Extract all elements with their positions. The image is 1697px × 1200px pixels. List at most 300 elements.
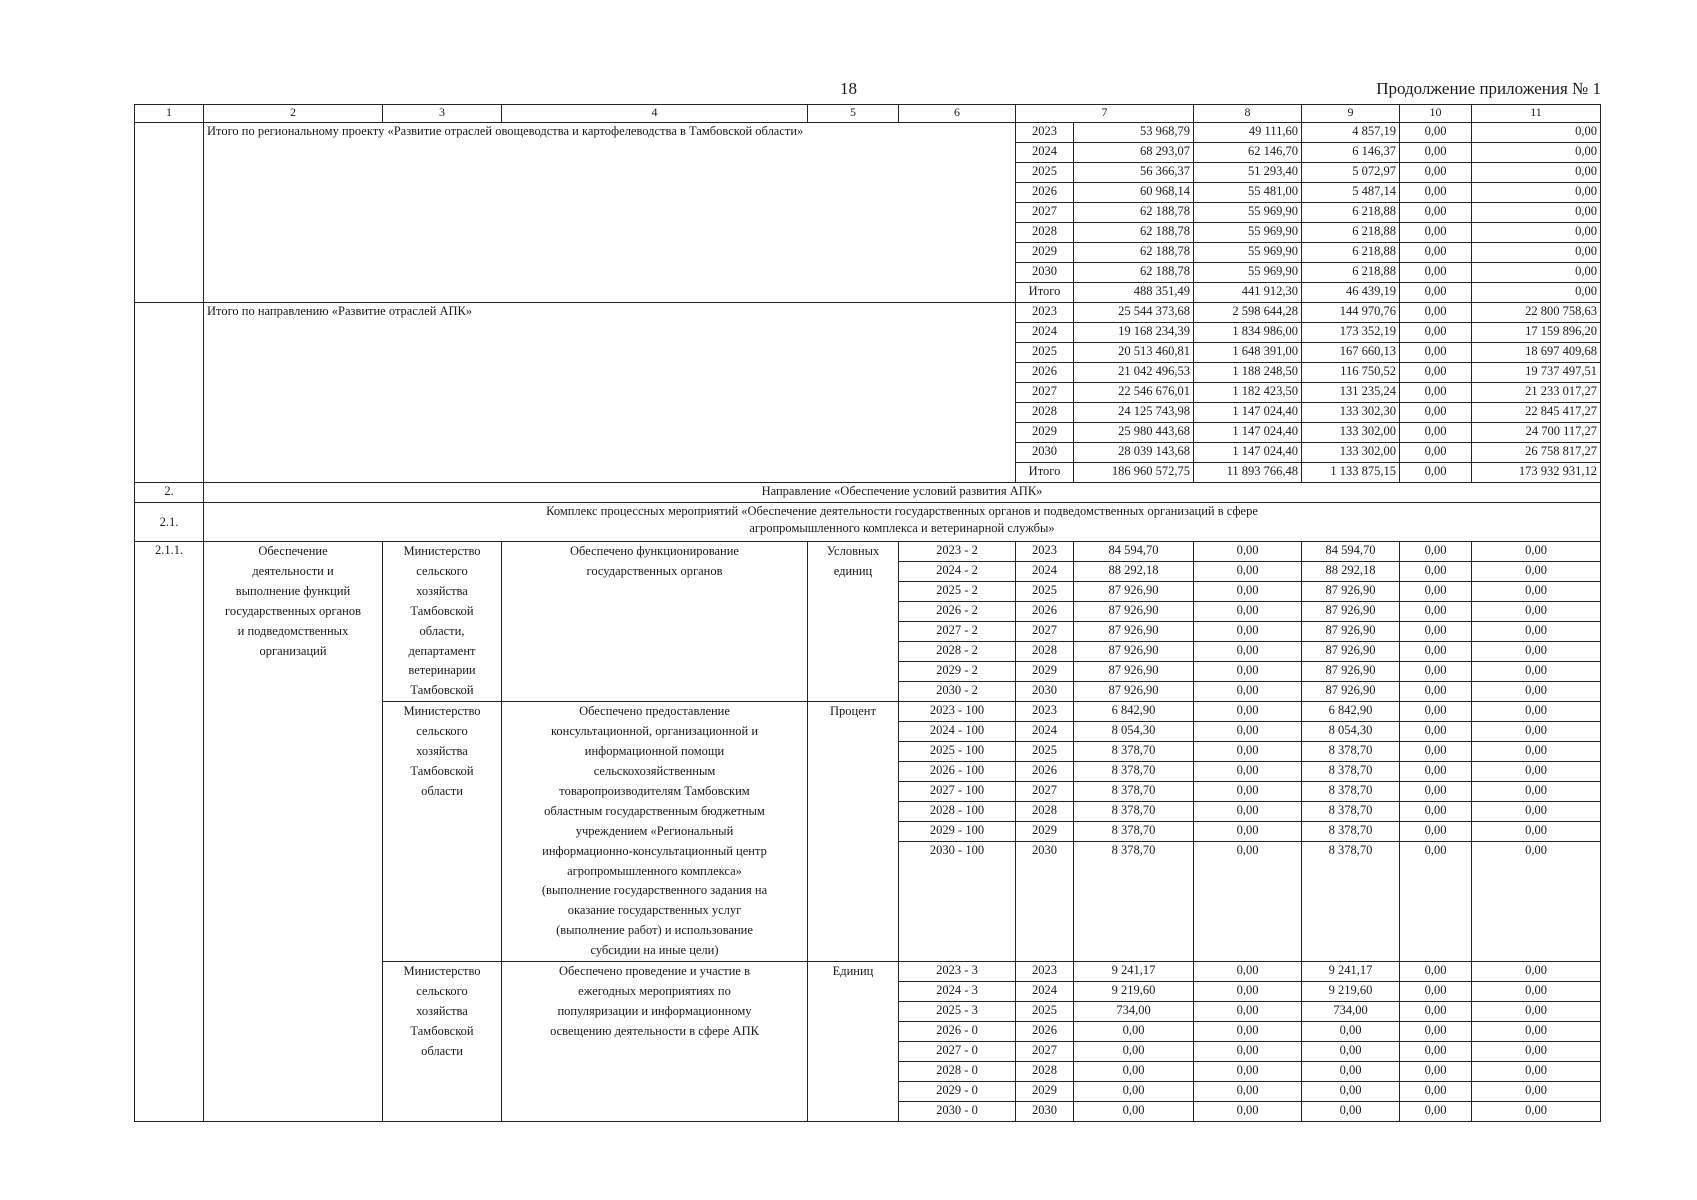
empty-cell bbox=[135, 123, 204, 303]
year-cell: 2026 bbox=[1016, 1022, 1074, 1042]
item-name-line: выполнение функций bbox=[235, 583, 351, 598]
unit-cell bbox=[808, 962, 899, 1122]
result-line: государственных органов bbox=[586, 563, 723, 578]
amount-cell: 87 926,90 bbox=[1074, 602, 1194, 622]
target-cell: 2029 - 100 bbox=[899, 822, 1016, 842]
amount-cell: 0,00 bbox=[1302, 1062, 1400, 1082]
amount-cell: 0,00 bbox=[1194, 602, 1302, 622]
year-cell: 2030 bbox=[1016, 443, 1074, 463]
target-cell: 2029 - 2 bbox=[899, 662, 1016, 682]
section-number: 2. bbox=[135, 483, 204, 503]
amount-cell: 0,00 bbox=[1472, 962, 1601, 982]
executor-line: Министерство bbox=[403, 964, 481, 979]
amount-cell: 4 857,19 bbox=[1302, 123, 1400, 143]
amount-cell: 8 378,70 bbox=[1302, 762, 1400, 782]
amount-cell: 0,00 bbox=[1400, 662, 1472, 682]
amount-cell: 46 439,19 bbox=[1302, 283, 1400, 303]
amount-cell: 55 969,90 bbox=[1194, 223, 1302, 243]
amount-cell: 84 594,70 bbox=[1302, 542, 1400, 562]
amount-cell: 5 487,14 bbox=[1302, 183, 1400, 203]
executor-line: департамент bbox=[408, 643, 476, 658]
amount-cell: 53 968,79 bbox=[1074, 123, 1194, 143]
executor-cell bbox=[383, 542, 502, 702]
amount-cell: 5 072,97 bbox=[1302, 163, 1400, 183]
amount-cell: 49 111,60 bbox=[1194, 123, 1302, 143]
amount-cell: 0,00 bbox=[1472, 263, 1601, 283]
executor-line: Тамбовской bbox=[410, 603, 474, 618]
amount-cell: 0,00 bbox=[1194, 722, 1302, 742]
amount-cell: 8 378,70 bbox=[1302, 782, 1400, 802]
target-cell: 2028 - 2 bbox=[899, 642, 1016, 662]
result-line: субсидии на иные цели) bbox=[590, 943, 719, 958]
amount-cell: 0,00 bbox=[1400, 602, 1472, 622]
amount-cell: 55 969,90 bbox=[1194, 263, 1302, 283]
amount-cell: 0,00 bbox=[1472, 622, 1601, 642]
result-line: областным государственным бюджетным bbox=[544, 803, 765, 818]
amount-cell: 1 147 024,40 bbox=[1194, 423, 1302, 443]
amount-cell: 55 481,00 bbox=[1194, 183, 1302, 203]
amount-cell: 0,00 bbox=[1400, 642, 1472, 662]
item-name bbox=[204, 542, 383, 1122]
amount-cell: 0,00 bbox=[1472, 283, 1601, 303]
amount-cell: 87 926,90 bbox=[1302, 662, 1400, 682]
executor-line: Тамбовской bbox=[410, 1023, 474, 1038]
subsection-number: 2.1. bbox=[135, 503, 204, 542]
amount-cell: 734,00 bbox=[1302, 1002, 1400, 1022]
amount-cell: 6 842,90 bbox=[1074, 702, 1194, 722]
amount-cell: 0,00 bbox=[1400, 183, 1472, 203]
amount-cell: 87 926,90 bbox=[1074, 622, 1194, 642]
result-line: (выполнение государственного задания на bbox=[541, 883, 768, 898]
target-cell: 2024 - 3 bbox=[899, 982, 1016, 1002]
year-cell: 2029 bbox=[1016, 822, 1074, 842]
target-cell: 2023 - 3 bbox=[899, 962, 1016, 982]
amount-cell: 0,00 bbox=[1400, 982, 1472, 1002]
subsection-title bbox=[204, 503, 1601, 542]
result-cell bbox=[502, 702, 808, 962]
amount-cell: 0,00 bbox=[1074, 1062, 1194, 1082]
column-header: 5 bbox=[808, 105, 899, 123]
amount-cell: 62 188,78 bbox=[1074, 263, 1194, 283]
amount-cell: 0,00 bbox=[1400, 223, 1472, 243]
amount-cell: 8 054,30 bbox=[1074, 722, 1194, 742]
amount-cell: 87 926,90 bbox=[1074, 662, 1194, 682]
amount-cell: 0,00 bbox=[1472, 1002, 1601, 1022]
amount-cell: 25 980 443,68 bbox=[1074, 423, 1194, 443]
amount-cell: 88 292,18 bbox=[1074, 562, 1194, 582]
amount-cell: 21 042 496,53 bbox=[1074, 363, 1194, 383]
amount-cell: 25 544 373,68 bbox=[1074, 303, 1194, 323]
amount-cell: 0,00 bbox=[1472, 223, 1601, 243]
amount-cell: 22 845 417,27 bbox=[1472, 403, 1601, 423]
year-cell: 2025 bbox=[1016, 163, 1074, 183]
amount-cell: 1 648 391,00 bbox=[1194, 343, 1302, 363]
subsection-title-line: агропромышленного комплекса и ветеринарной службы» bbox=[749, 521, 1055, 535]
result-line: Обеспечено предоставление bbox=[579, 704, 730, 719]
amount-cell: 0,00 bbox=[1400, 562, 1472, 582]
result-line: учреждением «Региональный bbox=[575, 823, 734, 838]
executor-line: Тамбовской bbox=[410, 763, 474, 778]
year-cell: 2027 bbox=[1016, 1042, 1074, 1062]
amount-cell: 0,00 bbox=[1472, 582, 1601, 602]
target-cell: 2028 - 100 bbox=[899, 802, 1016, 822]
amount-cell: 0,00 bbox=[1302, 1022, 1400, 1042]
year-cell: 2023 bbox=[1016, 702, 1074, 722]
amount-cell: 8 378,70 bbox=[1302, 802, 1400, 822]
year-cell: 2027 bbox=[1016, 782, 1074, 802]
amount-cell: 60 968,14 bbox=[1074, 183, 1194, 203]
amount-cell: 0,00 bbox=[1400, 163, 1472, 183]
column-header: 3 bbox=[383, 105, 502, 123]
amount-cell: 0,00 bbox=[1400, 303, 1472, 323]
item-name-line: деятельности и bbox=[252, 563, 334, 578]
amount-cell: 8 378,70 bbox=[1074, 822, 1194, 842]
amount-cell: 0,00 bbox=[1472, 562, 1601, 582]
column-header: 1 bbox=[135, 105, 204, 123]
amount-cell: 0,00 bbox=[1400, 742, 1472, 762]
amount-cell: 0,00 bbox=[1400, 203, 1472, 223]
amount-cell: 0,00 bbox=[1472, 143, 1601, 163]
amount-cell: 87 926,90 bbox=[1302, 682, 1400, 702]
amount-cell: 0,00 bbox=[1194, 1042, 1302, 1062]
column-header: 7 bbox=[1016, 105, 1194, 123]
subsection-row bbox=[135, 503, 1601, 542]
year-cell: 2024 bbox=[1016, 982, 1074, 1002]
amount-cell: 87 926,90 bbox=[1074, 682, 1194, 702]
year-cell: 2028 bbox=[1016, 403, 1074, 423]
column-header: 2 bbox=[204, 105, 383, 123]
year-cell: 2025 bbox=[1016, 582, 1074, 602]
amount-cell: 22 546 676,01 bbox=[1074, 383, 1194, 403]
item-name-line: государственных органов bbox=[225, 603, 361, 618]
amount-cell: 0,00 bbox=[1194, 562, 1302, 582]
amount-cell: 9 241,17 bbox=[1302, 962, 1400, 982]
result-cell bbox=[502, 962, 808, 1122]
amount-cell: 19 168 234,39 bbox=[1074, 323, 1194, 343]
amount-cell: 0,00 bbox=[1472, 1042, 1601, 1062]
amount-cell: 0,00 bbox=[1074, 1082, 1194, 1102]
amount-cell: 0,00 bbox=[1400, 782, 1472, 802]
amount-cell: 87 926,90 bbox=[1302, 602, 1400, 622]
amount-cell: 0,00 bbox=[1302, 1082, 1400, 1102]
amount-cell: 441 912,30 bbox=[1194, 283, 1302, 303]
amount-cell: 0,00 bbox=[1074, 1042, 1194, 1062]
target-cell: 2023 - 2 bbox=[899, 542, 1016, 562]
amount-cell: 0,00 bbox=[1472, 762, 1601, 782]
amount-cell: 0,00 bbox=[1400, 702, 1472, 722]
amount-cell: 173 932 931,12 bbox=[1472, 463, 1601, 483]
amount-cell: 0,00 bbox=[1400, 822, 1472, 842]
amount-cell: 68 293,07 bbox=[1074, 143, 1194, 163]
totals-title: Итого по направлению «Развитие отраслей АПК» bbox=[204, 303, 1016, 483]
column-header: 4 bbox=[502, 105, 808, 123]
amount-cell: 22 800 758,63 bbox=[1472, 303, 1601, 323]
year-cell: 2025 bbox=[1016, 1002, 1074, 1022]
year-cell: 2029 bbox=[1016, 1082, 1074, 1102]
amount-cell: 0,00 bbox=[1472, 1082, 1601, 1102]
amount-cell: 6 218,88 bbox=[1302, 203, 1400, 223]
amount-cell: 2 598 644,28 bbox=[1194, 303, 1302, 323]
amount-cell: 0,00 bbox=[1472, 642, 1601, 662]
amount-cell: 87 926,90 bbox=[1302, 622, 1400, 642]
amount-cell: 144 970,76 bbox=[1302, 303, 1400, 323]
amount-cell: 87 926,90 bbox=[1302, 642, 1400, 662]
amount-cell: 21 233 017,27 bbox=[1472, 383, 1601, 403]
amount-cell: 0,00 bbox=[1400, 1082, 1472, 1102]
amount-cell: 0,00 bbox=[1400, 423, 1472, 443]
amount-cell: 0,00 bbox=[1400, 323, 1472, 343]
amount-cell: 87 926,90 bbox=[1074, 642, 1194, 662]
result-line: (выполнение работ) и использование bbox=[556, 923, 753, 938]
amount-cell: 8 378,70 bbox=[1074, 782, 1194, 802]
target-cell: 2025 - 2 bbox=[899, 582, 1016, 602]
unit-line: Условных bbox=[826, 544, 880, 558]
executor-line: сельского bbox=[416, 563, 468, 578]
result-line: консультационной, организационной и bbox=[550, 724, 759, 739]
amount-cell: 0,00 bbox=[1400, 802, 1472, 822]
amount-cell: 0,00 bbox=[1194, 1022, 1302, 1042]
amount-cell: 62 188,78 bbox=[1074, 243, 1194, 263]
year-cell: 2024 bbox=[1016, 722, 1074, 742]
totals-row bbox=[135, 123, 1601, 143]
amount-cell: 6 218,88 bbox=[1302, 263, 1400, 283]
amount-cell: 0,00 bbox=[1472, 243, 1601, 263]
year-cell: 2026 bbox=[1016, 602, 1074, 622]
year-cell: 2023 bbox=[1016, 542, 1074, 562]
result-cell bbox=[502, 542, 808, 702]
executor-line: области bbox=[421, 1043, 463, 1058]
amount-cell: 6 218,88 bbox=[1302, 243, 1400, 263]
amount-cell: 0,00 bbox=[1194, 982, 1302, 1002]
totals-title: Итого по региональному проекту «Развитие отраслей овощеводства и картофелеводства в Тамбовской области» bbox=[204, 123, 1016, 303]
amount-cell: 0,00 bbox=[1194, 702, 1302, 722]
result-line: информационно-консультационный центр bbox=[542, 843, 767, 858]
amount-cell: 0,00 bbox=[1302, 1042, 1400, 1062]
year-cell: 2030 bbox=[1016, 1102, 1074, 1122]
amount-cell: 1 133 875,15 bbox=[1302, 463, 1400, 483]
result-line: информационной помощи bbox=[584, 744, 725, 759]
year-cell: 2027 bbox=[1016, 203, 1074, 223]
amount-cell: 18 697 409,68 bbox=[1472, 343, 1601, 363]
item-number: 2.1.1. bbox=[135, 542, 204, 1122]
target-cell: 2027 - 0 bbox=[899, 1042, 1016, 1062]
item-name-line: Обеспечение bbox=[258, 544, 328, 558]
result-line: популяризации и информационному bbox=[557, 1003, 752, 1018]
year-cell: 2029 bbox=[1016, 243, 1074, 263]
amount-cell: 0,00 bbox=[1194, 782, 1302, 802]
result-line: агропромышленного комплекса» bbox=[567, 863, 742, 878]
amount-cell: 0,00 bbox=[1194, 1082, 1302, 1102]
year-cell: 2028 bbox=[1016, 642, 1074, 662]
amount-cell: 0,00 bbox=[1472, 982, 1601, 1002]
amount-cell: 19 737 497,51 bbox=[1472, 363, 1601, 383]
amount-cell: 0,00 bbox=[1400, 1022, 1472, 1042]
amount-cell: 0,00 bbox=[1400, 1042, 1472, 1062]
executor-line: области, bbox=[419, 623, 465, 638]
amount-cell: 8 378,70 bbox=[1302, 822, 1400, 842]
target-cell: 2030 - 100 bbox=[899, 842, 1016, 962]
column-header: 8 bbox=[1194, 105, 1302, 123]
unit-cell bbox=[808, 542, 899, 702]
amount-cell: 0,00 bbox=[1194, 682, 1302, 702]
amount-cell: 0,00 bbox=[1074, 1022, 1194, 1042]
amount-cell: 0,00 bbox=[1194, 1102, 1302, 1122]
year-cell: 2023 bbox=[1016, 303, 1074, 323]
column-header: 10 bbox=[1400, 105, 1472, 123]
amount-cell: 0,00 bbox=[1194, 662, 1302, 682]
amount-cell: 0,00 bbox=[1400, 582, 1472, 602]
amount-cell: 0,00 bbox=[1194, 822, 1302, 842]
year-cell: 2024 bbox=[1016, 323, 1074, 343]
amount-cell: 0,00 bbox=[1400, 962, 1472, 982]
amount-cell: 167 660,13 bbox=[1302, 343, 1400, 363]
target-cell: 2030 - 2 bbox=[899, 682, 1016, 702]
page-number: 18 bbox=[840, 79, 857, 98]
year-cell: 2024 bbox=[1016, 143, 1074, 163]
amount-cell: 6 218,88 bbox=[1302, 223, 1400, 243]
amount-cell: 0,00 bbox=[1400, 263, 1472, 283]
year-cell: 2023 bbox=[1016, 962, 1074, 982]
amount-cell: 87 926,90 bbox=[1302, 582, 1400, 602]
amount-cell: 0,00 bbox=[1472, 1102, 1601, 1122]
appendix-caption: Продолжение приложения № 1 bbox=[1376, 79, 1601, 98]
amount-cell: 0,00 bbox=[1472, 1062, 1601, 1082]
amount-cell: 0,00 bbox=[1400, 123, 1472, 143]
amount-cell: 0,00 bbox=[1400, 842, 1472, 962]
amount-cell: 1 188 248,50 bbox=[1194, 363, 1302, 383]
year-cell: 2024 bbox=[1016, 562, 1074, 582]
result-line: Обеспечено функционирование bbox=[570, 544, 739, 558]
amount-cell: 9 219,60 bbox=[1302, 982, 1400, 1002]
amount-cell: 0,00 bbox=[1472, 183, 1601, 203]
amount-cell: 0,00 bbox=[1472, 722, 1601, 742]
executor-line: Тамбовской bbox=[410, 683, 474, 698]
target-cell: 2026 - 100 bbox=[899, 762, 1016, 782]
column-header: 11 bbox=[1472, 105, 1601, 123]
amount-cell: 87 926,90 bbox=[1074, 582, 1194, 602]
amount-cell: 55 969,90 bbox=[1194, 243, 1302, 263]
table-body bbox=[135, 105, 1601, 1122]
amount-cell: 116 750,52 bbox=[1302, 363, 1400, 383]
item-name-line: организаций bbox=[259, 643, 327, 658]
amount-cell: 0,00 bbox=[1400, 383, 1472, 403]
amount-cell: 8 378,70 bbox=[1074, 842, 1194, 962]
amount-cell: 0,00 bbox=[1472, 203, 1601, 223]
item-name-line: и подведомственных bbox=[237, 623, 349, 638]
unit-line: Процент bbox=[830, 704, 876, 719]
amount-cell: 0,00 bbox=[1194, 622, 1302, 642]
year-cell: 2026 bbox=[1016, 762, 1074, 782]
amount-cell: 0,00 bbox=[1472, 742, 1601, 762]
amount-cell: 8 378,70 bbox=[1074, 762, 1194, 782]
amount-cell: 1 834 986,00 bbox=[1194, 323, 1302, 343]
amount-cell: 0,00 bbox=[1194, 842, 1302, 962]
year-cell: Итого bbox=[1016, 463, 1074, 483]
amount-cell: 24 700 117,27 bbox=[1472, 423, 1601, 443]
year-cell: 2027 bbox=[1016, 383, 1074, 403]
amount-cell: 0,00 bbox=[1472, 542, 1601, 562]
amount-cell: 0,00 bbox=[1472, 822, 1601, 842]
target-cell: 2026 - 2 bbox=[899, 602, 1016, 622]
amount-cell: 131 235,24 bbox=[1302, 383, 1400, 403]
result-line: ежегодных мероприятиях по bbox=[578, 983, 731, 998]
year-cell: 2028 bbox=[1016, 223, 1074, 243]
year-cell: 2029 bbox=[1016, 423, 1074, 443]
amount-cell: 0,00 bbox=[1194, 742, 1302, 762]
amount-cell: 0,00 bbox=[1400, 443, 1472, 463]
amount-cell: 0,00 bbox=[1472, 662, 1601, 682]
result-line: Обеспечено проведение и участие в bbox=[559, 964, 750, 979]
column-header: 6 bbox=[899, 105, 1016, 123]
amount-cell: 0,00 bbox=[1400, 343, 1472, 363]
executor-line: Министерство bbox=[403, 704, 481, 719]
executor-cell bbox=[383, 702, 502, 962]
totals-row bbox=[135, 303, 1601, 323]
executor-line: сельского bbox=[416, 983, 468, 998]
target-cell: 2027 - 2 bbox=[899, 622, 1016, 642]
target-cell: 2025 - 100 bbox=[899, 742, 1016, 762]
column-header-row bbox=[135, 105, 1601, 123]
amount-cell: 6 842,90 bbox=[1302, 702, 1400, 722]
amount-cell: 8 378,70 bbox=[1074, 802, 1194, 822]
amount-cell: 0,00 bbox=[1472, 682, 1601, 702]
amount-cell: 0,00 bbox=[1400, 1002, 1472, 1022]
amount-cell: 0,00 bbox=[1472, 782, 1601, 802]
year-cell: 2030 bbox=[1016, 842, 1074, 962]
amount-cell: 11 893 766,48 bbox=[1194, 463, 1302, 483]
amount-cell: 62 188,78 bbox=[1074, 203, 1194, 223]
target-cell: 2024 - 2 bbox=[899, 562, 1016, 582]
amount-cell: 0,00 bbox=[1194, 962, 1302, 982]
result-line: оказание государственных услуг bbox=[567, 903, 742, 918]
target-cell: 2024 - 100 bbox=[899, 722, 1016, 742]
target-cell: 2029 - 0 bbox=[899, 1082, 1016, 1102]
executor-cell bbox=[383, 962, 502, 1122]
amount-cell: 8 054,30 bbox=[1302, 722, 1400, 742]
amount-cell: 0,00 bbox=[1400, 403, 1472, 423]
amount-cell: 488 351,49 bbox=[1074, 283, 1194, 303]
amount-cell: 0,00 bbox=[1400, 1102, 1472, 1122]
amount-cell: 51 293,40 bbox=[1194, 163, 1302, 183]
target-cell: 2025 - 3 bbox=[899, 1002, 1016, 1022]
amount-cell: 0,00 bbox=[1194, 542, 1302, 562]
amount-cell: 56 366,37 bbox=[1074, 163, 1194, 183]
executor-line: хозяйства bbox=[416, 744, 468, 759]
amount-cell: 0,00 bbox=[1074, 1102, 1194, 1122]
executor-line: хозяйства bbox=[416, 583, 468, 598]
unit-line: единиц bbox=[833, 563, 873, 578]
executor-line: Министерство bbox=[403, 544, 481, 558]
amount-cell: 0,00 bbox=[1194, 582, 1302, 602]
amount-cell: 62 188,78 bbox=[1074, 223, 1194, 243]
amount-cell: 0,00 bbox=[1472, 1022, 1601, 1042]
amount-cell: 9 241,17 bbox=[1074, 962, 1194, 982]
amount-cell: 0,00 bbox=[1400, 143, 1472, 163]
executor-line: сельского bbox=[416, 724, 468, 739]
amount-cell: 62 146,70 bbox=[1194, 143, 1302, 163]
amount-cell: 1 147 024,40 bbox=[1194, 443, 1302, 463]
amount-cell: 1 147 024,40 bbox=[1194, 403, 1302, 423]
budget-table bbox=[134, 104, 1601, 1122]
amount-cell: 173 352,19 bbox=[1302, 323, 1400, 343]
amount-cell: 8 378,70 bbox=[1302, 742, 1400, 762]
item-row bbox=[135, 542, 1601, 562]
amount-cell: 0,00 bbox=[1472, 702, 1601, 722]
year-cell: 2026 bbox=[1016, 363, 1074, 383]
amount-cell: 55 969,90 bbox=[1194, 203, 1302, 223]
year-cell: 2030 bbox=[1016, 682, 1074, 702]
section-title: Направление «Обеспечение условий развития АПК» bbox=[204, 483, 1601, 503]
